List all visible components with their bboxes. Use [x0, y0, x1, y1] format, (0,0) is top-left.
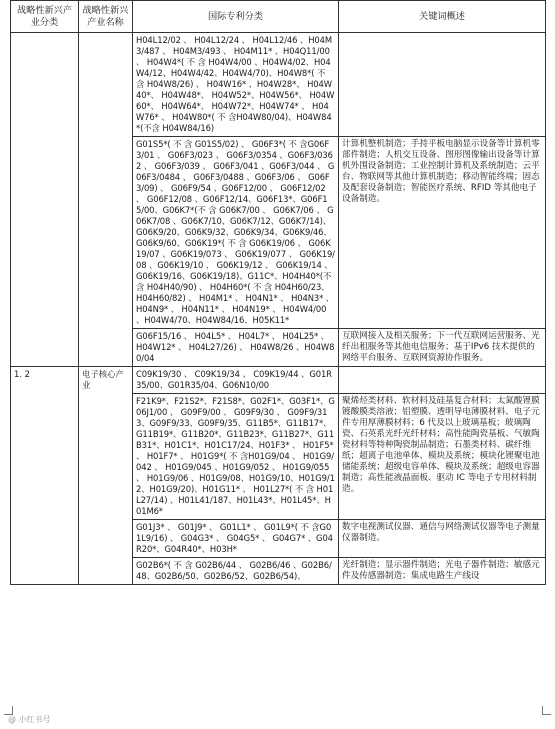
ipc-classification-table: [10, 0, 546, 585]
document-page: [10, 0, 545, 585]
keywords-cell: 数字电视测试仪器、通信与网络测试仪器等电子测量仪器制造。: [339, 520, 546, 558]
keywords-cell: 聚烯烃类材料、软材料及硅基复合材料；太氮酸锂膜镀酸膜类溶液；铝塑膜、透明导电薄膜材料、电子元件专用厚薄膜材料；6 代及以上玻璃基板；玻璃陶瓷、石英系光纤光纤材料；高性能陶瓷基板、气敏陶瓷材料等特种陶瓷制品制造；石墨类材料、碳纤维纸；超离子电池单体、模块及系统；模块化锂聚电池储能系统；超级电容单体、模块及系统；超级电容器制造；高性能液晶面板、驱动 IC 等电子专用材料制造。: [339, 394, 546, 520]
keywords-cell: 光纤制造；显示器件制造；光电子器件制造；敏感元件及传感器制造；集成电路生产线设: [339, 558, 546, 585]
industry-name-cell: 电子核心产业: [79, 367, 133, 585]
ipc-cell: G06F15/16 、 H04L5* 、 H04L7* 、 H04L25* 、H04W12* 、 H04L27/26) 、 H04W8/26 、H04W80/04: [133, 329, 339, 367]
keywords-cell: 计算机整机制造；手持平板电脑显示设备等计算机零部件制造；人机交互设备、图形图像输出设备等计算机外围设备制造；工业控制计算机及系统制造；云平台、物联网等其他计算机制造；移动智能终端；固态及配套设备制造；智能医疗系统、RFID 等其他电子设备制造。: [339, 137, 546, 329]
header-keywords: 关键词概述: [339, 1, 546, 33]
keywords-cell: 互联网接入及相关服务；下一代互联网运营服务、光纤出租服务等其他电信服务；基于IPv6 技术提供的网络平台服务、互联网资源协作服务。: [339, 329, 546, 367]
header-industry-name: 战略性新兴产业名称: [79, 1, 133, 33]
keywords-cell: [339, 367, 546, 394]
ipc-cell: C09K19/30 、 C09K19/34 、 C09K19/44 、G01R35/00、G01R35/04、G06N10/00: [133, 367, 339, 394]
table-row: [11, 367, 546, 394]
ipc-cell: G01S5*( 不 含 G01S5/02) 、 G06F3*( 不 含G06F3/01 、 G06F3/023 、 G06F3/0354 、G06F3/0362 、 G06F3/039 、 G06F3/041 、G06F3/044 、 G06F3/0484 、 G06F3/0488 、G06F3/06 、 G06F3/09) 、 G06F9/54 、G06F12/00 、 G06F12/02 、 G06F12/08 、G06F12/14、G06F13*、G06F15/00、G06K7*(不 含 G06K7/00 、 G06K7/06 、 G06K7/08 、G06K7/10、G06K7/12、G06K7/14)、G06K9/20、G06K9/32、G06K9/34、G06K9/46、G06K9/60、G06K19*( 不 含 G06K19/06 、 G06K19/07 、G06K19/073 、 G06K19/077 、 G06K19/08 、G06K19/10 、 G06K19/12 、 G06K19/14 、G06K19/16、G06K19/18)、G11C*、H04H40*(不 含 H04H40/90) 、 H04H60*( 不 含 H04H60/23、H04H60/82) 、 H04M1* 、 H04N1* 、 H04N3* 、H04N9* 、 H04N11* 、 H04N19* 、 H04W4/00 、H04W4/70、H04W84/16、H05K11*: [133, 137, 339, 329]
category-id-cell: [11, 33, 79, 367]
watermark: @ 小红书号: [8, 715, 51, 724]
ipc-cell: G02B6*( 不 含 G02B6/44 、 G02B6/46 、G02B6/48、G02B6/50、G02B6/52、G02B6/54)、: [133, 558, 339, 585]
table-row: [11, 33, 546, 137]
ipc-cell: H04L12/02 、 H04L12/24 、 H04L12/46 、H04M3/487 、 H04M3/493 、 H04M11* 、H04Q11/00 、 H04W4*( 不 含 H04W4/00 、H04W4/02、H04W4/12、H04W4/42、H04W4/70)、H04W8*( 不 含 H04W8/26) 、 H04W16* 、H04W28*、 H04W40*、 H04W48*、 H04W52*、H04W56*、 H04W60*、 H04W64*、 H04W72*、H04W74* 、 H04W76* 、 H04W80*( 不 含H04W80/04)、H04W84*(不含 H04W84/16): [133, 33, 339, 137]
page-corner-mark: [542, 706, 551, 715]
header-category: 战略性新兴产业分类: [11, 1, 79, 33]
industry-name-cell: [79, 33, 133, 367]
ipc-cell: G01J3* 、 G01J9* 、 G01L1* 、 G01L9*( 不 含G01L9/16) 、 G04G3* 、 G04G5* 、 G04G7* 、G04R20*、G04R40*、H03H*: [133, 520, 339, 558]
category-id-cell: 1. 2: [11, 367, 79, 585]
table-header-row: [11, 1, 546, 33]
ipc-cell: F21K9*、F21S2*、F21S8*、G02F1*、G03F1*、G06J1/00 、 G09F9/00 、 G09F9/30 、 G09F9/313、G09F9/33、G09F9/35、G11B5*、G11B17*、G11B19*、G11B20*、G11B23*、G11B27*、G11B31*、H01C1*、H01C17/24、H01F3* 、 H01F5* 、 H01F7* 、 H01G9*( 不 含H01G9/04 、 H01G9/042 、 H01G9/045 、H01G9/052 、 H01G9/055 、 H01G9/06 、H01G9/08、H01G9/10、H01G9/12、H01G9/20)、H01G11* 、 H01L27*( 不 含 H01L27/14) 、H01L41/187、H01L43*、H01L45*、H01M6*: [133, 394, 339, 520]
header-ipc: 国际专利分类: [133, 1, 339, 33]
keywords-cell: [339, 33, 546, 137]
